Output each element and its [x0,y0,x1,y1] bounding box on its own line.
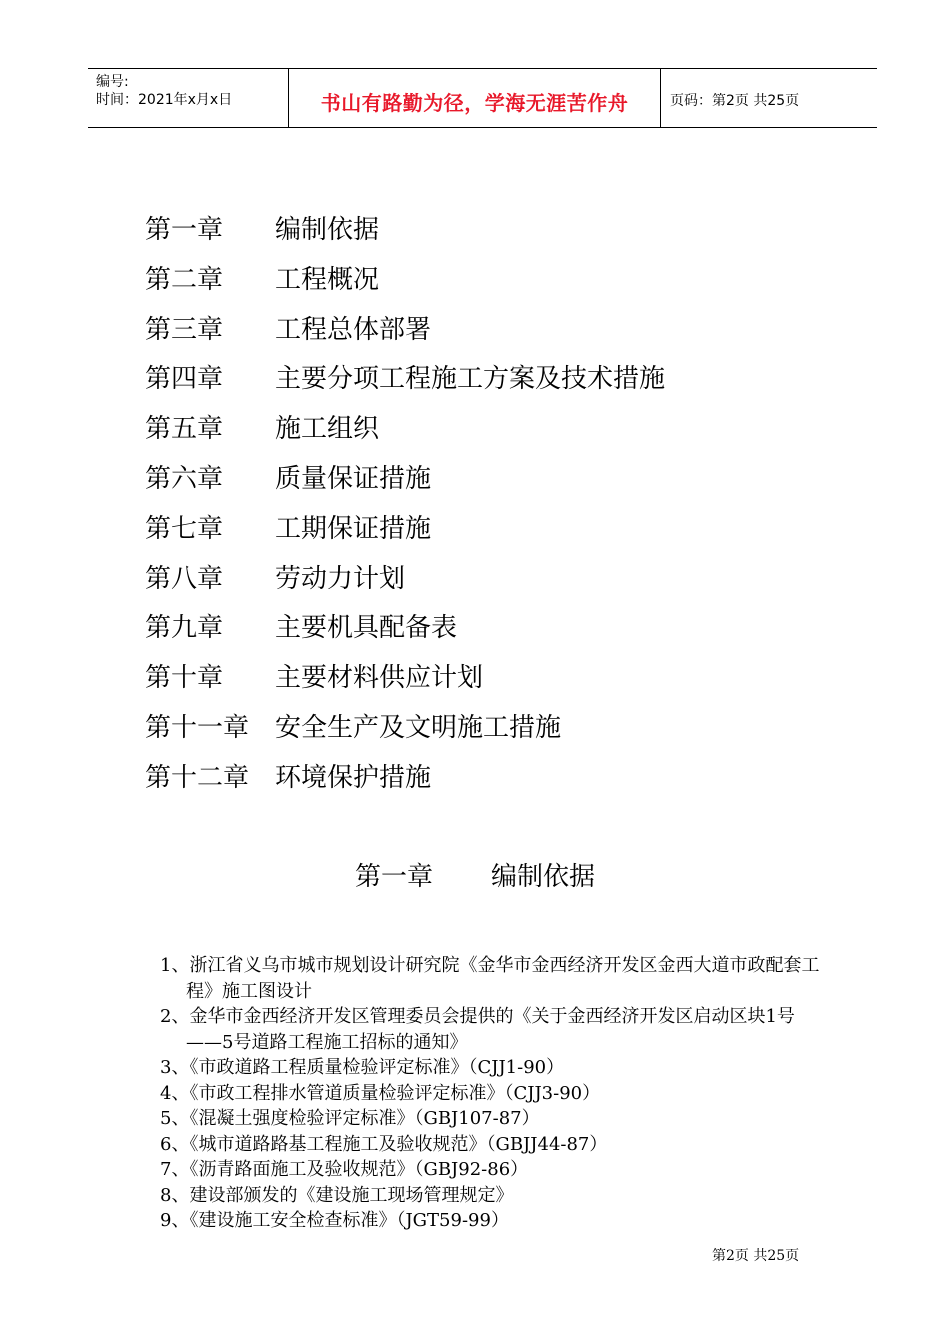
reference-item: 7、《沥青路面施工及验收规范》（GBJ92-86） [160,1159,529,1180]
section-chapter-number: 第一章 [354,862,433,892]
reference-item: 5、《混凝土强度检验评定标准》（GBJ107-87） [160,1108,540,1129]
toc-chapter-title: 环境保护措施 [275,762,432,793]
toc-chapter-number: 第七章 [145,513,224,544]
toc-chapter-number: 第三章 [145,314,224,345]
toc-item [145,256,665,306]
header-time-label: 时间：2021年x月x日 [96,92,233,108]
reference-list [160,953,820,1234]
toc-chapter-title: 安全生产及文明施工措施 [275,712,562,743]
toc-chapter-number: 第一章 [145,215,224,245]
toc-chapter-number: 第四章 [145,364,224,395]
toc-item [145,355,665,405]
reference-item: 6、《城市道路路基工程施工及验收规范》（GBJJ44-87） [160,1133,608,1155]
toc-chapter-title: 工程总体部署 [275,314,432,345]
toc-item [145,405,665,455]
reference-item: 3、《市政道路工程质量检验评定标准》（CJJ1-90） [160,1057,565,1078]
header-meta [96,73,286,109]
reference-item: 4、《市政工程排水管道质量检验评定标准》（CJJ3-90） [160,1082,601,1104]
reference-item: 2、金华市金西经济开发区管理委员会提供的《关于金西经济开发区启动区块1号——5号道路工程施工招标的通知》 [160,1006,795,1053]
toc-chapter-number: 第十章 [145,663,224,694]
toc-chapter-number: 第九章 [145,613,224,644]
toc-item [145,604,665,654]
section-chapter-title: 编制依据 [491,862,596,892]
page-footer: 第2页 共25页 [712,1248,800,1264]
reference-item: 8、建设部颁发的《建设施工现场管理规定》 [160,1184,514,1206]
header-number-label: 编号: [96,74,129,90]
toc-chapter-title: 质量保证措施 [275,463,432,494]
reference-item: 1、浙江省义乌市城市规划设计研究院《金华市金西经济开发区金西大道市政配套工程》施工图设计 [160,955,820,1002]
toc-chapter-title: 施工组织 [275,414,380,445]
toc-chapter-number: 第八章 [145,563,224,594]
toc-chapter-title: 编制依据 [275,215,380,245]
toc-chapter-title: 劳动力计划 [275,563,406,594]
header-divider-right [660,69,661,128]
table-of-contents [145,206,665,804]
page-header [88,68,877,128]
toc-chapter-title: 工程概况 [275,264,380,295]
toc-item [145,704,665,754]
toc-chapter-title: 主要分项工程施工方案及技术措施 [275,364,666,395]
toc-chapter-number: 第六章 [145,463,224,494]
toc-item [145,455,665,505]
toc-chapter-title: 主要材料供应计划 [275,663,484,694]
toc-item [145,206,665,256]
toc-chapter-number: 第十二章 [145,762,250,793]
toc-item [145,555,665,605]
toc-chapter-number: 第五章 [145,414,224,445]
toc-item [145,654,665,704]
toc-chapter-number: 第十一章 [145,712,250,743]
header-motto: 书山有路勤为径，学海无涯苦作舟 [320,91,629,115]
toc-chapter-title: 工期保证措施 [275,513,432,544]
toc-item [145,505,665,555]
reference-item: 9、《建设施工安全检查标准》（JGT59-99） [160,1210,509,1231]
header-page-info: 页码：第2页 共25页 [670,93,800,109]
section-heading [0,857,950,897]
toc-item [145,754,665,804]
toc-item [145,306,665,356]
toc-chapter-title: 主要机具配备表 [275,613,458,644]
toc-chapter-number: 第二章 [145,264,224,295]
